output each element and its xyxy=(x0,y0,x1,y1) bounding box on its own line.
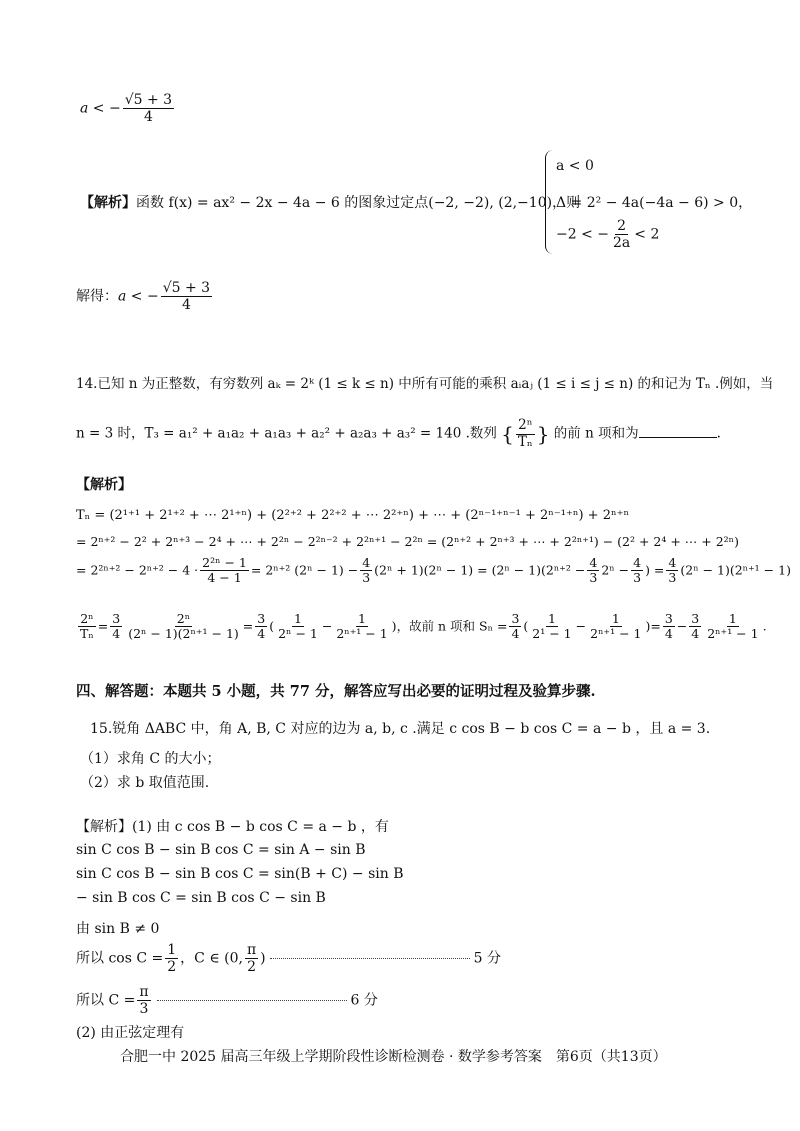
section-heading: 四、解答题：本题共 5 小题，共 77 分，解答应写出必要的证明过程及验算步骤. xyxy=(76,683,596,700)
system-brace xyxy=(545,150,554,254)
analysis3-line2: sin C cos B − sin B cos C = sin A − sin B xyxy=(76,842,366,858)
analysis-label: 【解析】 xyxy=(80,195,136,211)
q15-part2: （2）求 b 取值范围. xyxy=(80,775,210,791)
top-answer-lhs: a < − xyxy=(80,100,121,117)
page-footer: 合肥一中 2025 届高三年级上学期阶段性诊断检测卷 · 数学参考答案 第6页（共13页） xyxy=(120,1049,667,1065)
analysis1-body: 函数 f(x) = ax² − 2x − 4a − 6 的图象过定点(−2, −2), (2,−10)，则 xyxy=(136,195,581,211)
q14-line2: n = 3 时，T₃ = a₁² + a₁a₂ + a₁a₃ + a₂² + a₂a₃ + a₃² = 140 .数列 { $\frac{\text{2ⁿ}}{\text{Tₙ}}$ } 的前 n 项和为 . xyxy=(76,417,721,450)
dot-leader xyxy=(270,958,470,959)
analysis3-line3: sin C cos B − sin B cos C = sin(B + C) − sin B xyxy=(76,866,404,882)
analysis3-line4: − sin B cos C = sin B cos C − sin B xyxy=(76,890,326,906)
q15-part1: （1）求角 C 的大小； xyxy=(80,751,221,767)
analysis2-eq2: = 2ⁿ⁺² − 2² + 2ⁿ⁺³ − 2⁴ + ⋯ + 2²ⁿ − 2²ⁿ⁻² + 2²ⁿ⁺¹ − 2²ⁿ = (2ⁿ⁺² + 2ⁿ⁺³ + ⋯ + 2²ⁿ⁺¹) − (2² + 2⁴ + ⋯ + 2²ⁿ) xyxy=(76,534,739,549)
top-answer-fraction: $\frac{√5 + 3}{4}$ xyxy=(124,92,173,126)
analysis3-line5: 由 sin B ≠ 0 xyxy=(76,921,160,937)
analysis3-line1: 【解析】(1) 由 c cos B − b cos C = a − b ，有 xyxy=(76,819,389,835)
analysis2-label: 【解析】 xyxy=(76,477,132,493)
system-line-2: Δ = 2² − 4a(−4a − 6) > 0， xyxy=(556,195,753,211)
analysis2-eq1: Tₙ = (2¹⁺¹ + 2¹⁺² + ⋯ 2¹⁺ⁿ) + (2²⁺² + 2²⁺² + ⋯ 2²⁺ⁿ) + ⋯ + (2ⁿ⁻¹⁺ⁿ⁻¹ + 2ⁿ⁻¹⁺ⁿ) + 2ⁿ⁺ⁿ xyxy=(76,508,630,523)
q14-line1: 14.已知 n 为正整数，有穷数列 aₖ = 2ᵏ (1 ≤ k ≤ n) 中所有可能的乘积 aᵢaⱼ (1 ≤ i ≤ j ≤ n) 的和记为 Tₙ .例如，当 xyxy=(76,376,774,392)
analysis2-eq4: $\frac{\text{2ⁿ}}{\text{Tₙ}}$ = $\frac{3}{4}$ $\frac{\text{2ⁿ}}{\text{(2ⁿ − 1)(2ⁿ⁺¹ − 1)}}$ = $\frac{3}{4}$ ( $\frac{1}{\text{2ⁿ − 1}}$ − $\frac{1}{\text{2ⁿ⁺¹ − 1}}$ )，故前 n 项和 Sₙ = $\frac{3}{4}$ ( $\frac{1}{\text{2¹ − 1}}$ − $\frac{1}{\text{2ⁿ⁺¹ − 1}}$ )= $\frac{3}{4}$ − $\frac{3}{4}$ $\frac{1}{\text{2ⁿ⁺¹ − 1}}$ . xyxy=(80,611,767,642)
analysis3-line8: (2) 由正弦定理有 xyxy=(76,1025,185,1041)
system-line-1: a < 0 xyxy=(556,158,594,174)
q15-stem: 15.锐角 ΔABC 中，角 A, B, C 对应的边为 a, b, c .满足 c cos B − b cos C = a − b ，且 a = 3. xyxy=(90,721,711,737)
top-answer xyxy=(80,92,176,125)
analysis2-eq3: = 2²ⁿ⁺² − 2ⁿ⁺² − 4 · $\frac{\text{2²ⁿ − 1}}{4 - 1}$ = 2ⁿ⁺² (2ⁿ − 1) − $\frac{4}{3}$ (2ⁿ + 1)(2ⁿ − 1) = (2ⁿ − 1)(2ⁿ⁺² − $\frac{4}{3}$ 2ⁿ − $\frac{4}{3}$ ) = $\frac{4}{3}$ (2ⁿ − 1)(2ⁿ⁺¹ − 1) xyxy=(76,555,791,586)
system-line-3: −2 < − $\frac{2}{2a}$ < 2 xyxy=(556,218,660,252)
solve1: 解得：a < − $\frac{√5 + 3}{4}$ xyxy=(76,280,211,314)
analysis3-line6: 所以 cos C = $\frac{1}{2}$ ，C ∈ (0, $\frac{\pi}{2}$ ) 5 分 xyxy=(76,942,501,976)
analysis3-line7: 所以 C = $\frac{\pi}{3}$ 6 分 xyxy=(76,984,378,1018)
answer-blank xyxy=(639,423,717,438)
dot-leader xyxy=(157,1000,347,1001)
analysis1-text xyxy=(80,192,580,212)
